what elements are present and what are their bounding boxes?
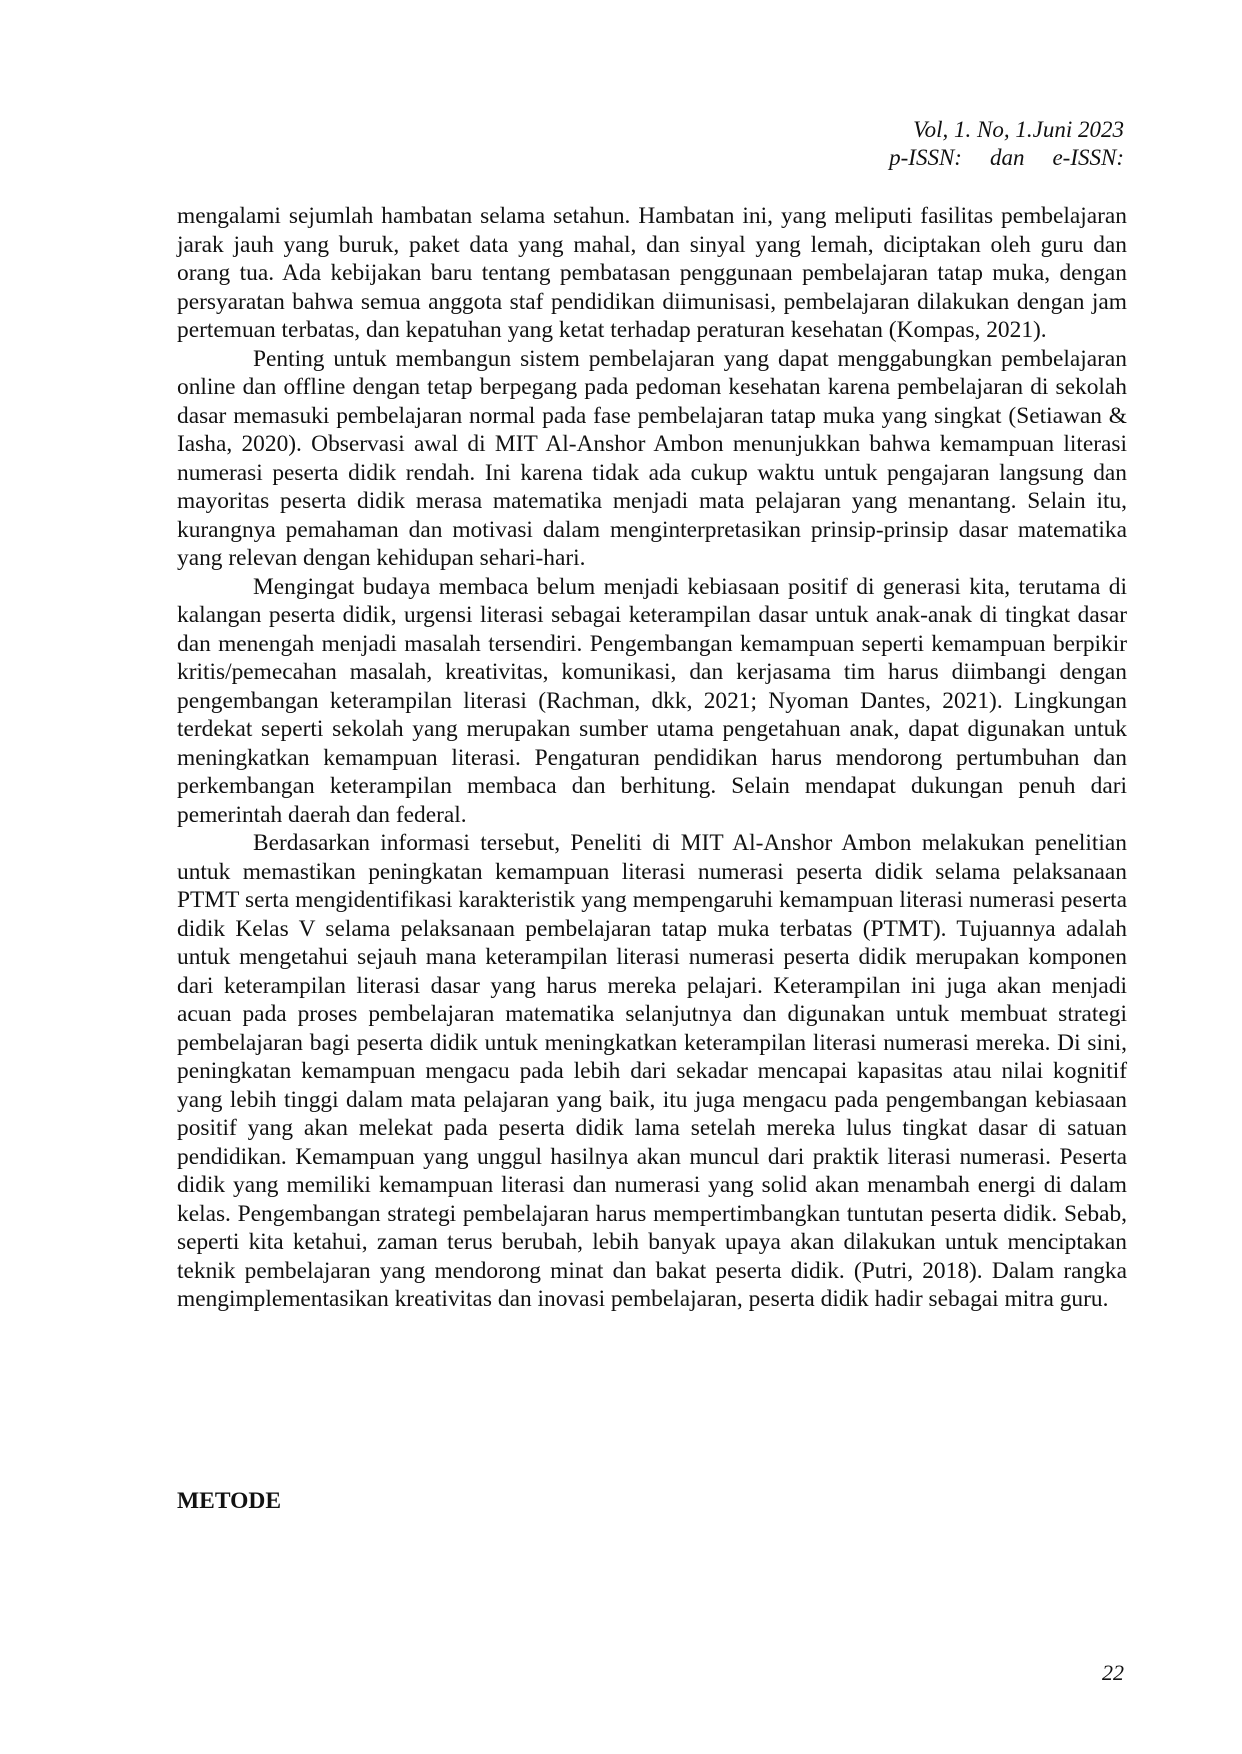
and-label: dan [989, 145, 1025, 170]
paragraph: Mengingat budaya membaca belum menjadi kebiasaan positif di generasi kita, terutama di kalangan peserta didik, urgensi literasi sebagai keterampilan dasar untuk anak-anak di tingkat dasar dan menengah menjadi masalah tersendiri. Pengembangan kemampuan seperti kemampuan berpikir kritis/pemecahan masalah, kreativitas, komunikasi, dan kerjasama tim harus diimbangi dengan pengembangan keterampilan literasi (Rachman, dkk, 2021; Nyoman Dantes, 2021). Lingkungan terdekat seperti sekolah yang merupakan sumber utama pengetahuan anak, dapat digunakan untuk meningkatkan kemampuan literasi. Pengaturan pendidikan harus mendorong pertumbuhan dan perkembangan keterampilan membaca dan berhitung. Selain mendapat dukungan penuh dari pemerintah daerah dan federal. [177, 573, 1127, 828]
pissn-label: p-ISSN: [889, 145, 962, 170]
volume-line: Vol, 1. No, 1.Juni 2023 [913, 117, 1124, 142]
paragraph: mengalami sejumlah hambatan selama setahun. Hambatan ini, yang meliputi fasilitas pembelajaran jarak jauh yang buruk, paket data yang mahal, dan sinyal yang lemah, diciptakan oleh guru dan orang tua. Ada kebijakan baru tentang pembatasan penggunaan pembelajaran tatap muka, dengan persyaratan bahwa semua anggota staf pendidikan diimunisasi, pembelajaran dilakukan dengan jam pertemuan terbatas, dan kepatuhan yang ketat terhadap peraturan kesehatan (Kompas, 2021). [177, 203, 1127, 343]
paragraph: Penting untuk membangun sistem pembelajaran yang dapat menggabungkan pembelajaran online dan offline dengan tetap berpegang pada pedoman kesehatan karena pembelajaran di sekolah dasar memasuki pembelajaran normal pada fase pembelajaran tatap muka yang singkat (Setiawan & Iasha, 2020). Observasi awal di MIT Al-Anshor Ambon menunjukkan bahwa kemampuan literasi numerasi peserta didik rendah. Ini karena tidak ada cukup waktu untuk pengajaran langsung dan mayoritas peserta didik merasa matematika menjadi mata pelajaran yang menantang. Selain itu, kurangnya pemahaman dan motivasi dalam menginterpretasikan prinsip-prinsip dasar matematika yang relevan dengan kehidupan sehari-hari. [177, 345, 1127, 571]
issn-line [889, 144, 1124, 172]
article-body [177, 202, 1127, 1314]
journal-header [889, 116, 1124, 172]
eissn-label: e-ISSN: [1052, 145, 1124, 170]
page-number: 22 [1102, 1660, 1124, 1685]
paragraph: Berdasarkan informasi tersebut, Peneliti di MIT Al-Anshor Ambon melakukan penelitian untuk memastikan peningkatan kemampuan literasi numerasi peserta didik selama pelaksanaan PTMT serta mengidentifikasi karakteristik yang mempengaruhi kemampuan literasi numerasi peserta didik Kelas V selama pelaksanaan pembelajaran tatap muka terbatas (PTMT). Tujuannya adalah untuk mengetahui sejauh mana keterampilan literasi numerasi peserta didik merupakan komponen dari keterampilan literasi dasar yang harus mereka pelajari. Keterampilan ini juga akan menjadi acuan pada proses pembelajaran matematika selanjutnya dan digunakan untuk membuat strategi pembelajaran bagi peserta didik untuk meningkatkan keterampilan literasi numerasi mereka. Di sini, peningkatan kemampuan mengacu pada lebih dari sekadar mencapai kapasitas atau nilai kognitif yang lebih tinggi dalam mata pelajaran yang baik, itu juga mengacu pada pengembangan kebiasaan positif yang akan melekat pada peserta didik lama setelah mereka lulus tingkat dasar di satuan pendidikan. Kemampuan yang unggul hasilnya akan muncul dari praktik literasi numerasi. Peserta didik yang memiliki kemampuan literasi dan numerasi yang solid akan menambah energi di dalam kelas. Pengembangan strategi pembelajaran harus mempertimbangkan tuntutan peserta didik. Sebab, seperti kita ketahui, zaman terus berubah, lebih banyak upaya akan dilakukan untuk menciptakan teknik pembelajaran yang mendorong minat dan bakat peserta didik. (Putri, 2018). Dalam rangka mengimplementasikan kreativitas dan inovasi pembelajaran, peserta didik hadir sebagai mitra guru. [177, 830, 1127, 1312]
section-heading: METODE [177, 1488, 282, 1514]
